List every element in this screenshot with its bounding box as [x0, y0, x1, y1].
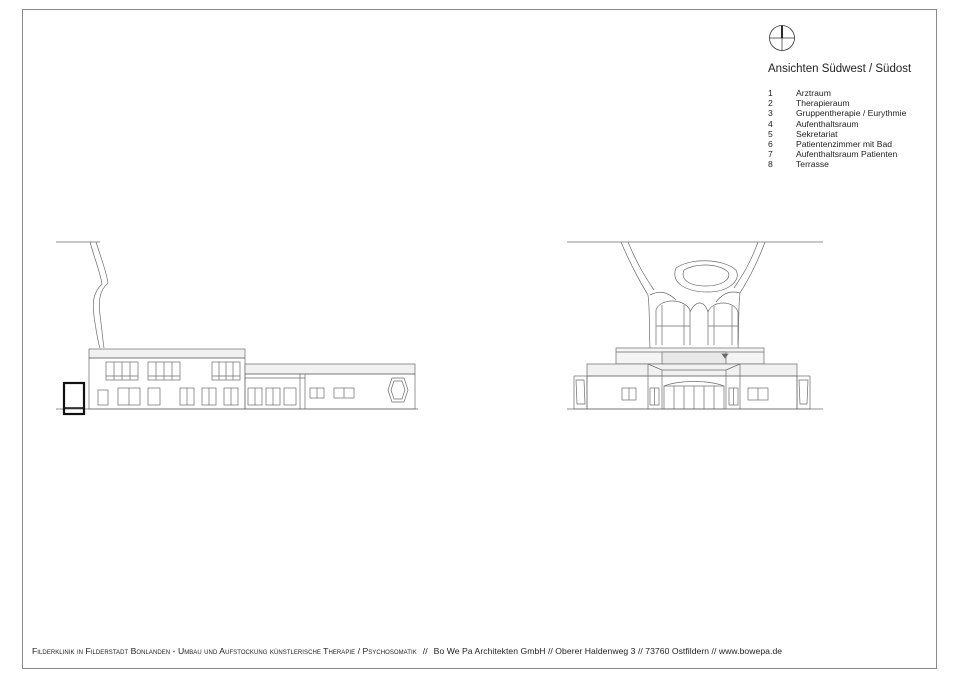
- elevation-southwest: [56, 242, 418, 414]
- legend-item: 3 Gruppentherapie / Eurythmie: [768, 108, 907, 119]
- elevation-southeast: [567, 242, 823, 409]
- project-title: Filderklinik in Filderstadt Bonlanden - Umbau und Aufstockung künstlerische Therapie / Psychosomatik: [32, 646, 417, 656]
- office-info: Bo We Pa Architekten GmbH // Oberer Haldenweg 3 // 73760 Ostfildern // www.bowepa.de: [433, 646, 783, 656]
- legend-item: 1 Arztraum: [768, 88, 831, 98]
- sheet-footer: [32, 646, 782, 656]
- footer-separator: //: [422, 646, 428, 656]
- legend-item: 2 Therapieraum: [768, 98, 850, 109]
- sheet-title: Ansichten Südwest / Südost: [768, 63, 912, 75]
- legend-item: 6 Patientenzimmer mit Bad: [768, 139, 892, 150]
- legend-item: 8 Terrasse: [768, 159, 829, 170]
- legend-item: 7 Aufenthaltsraum Patienten: [768, 149, 898, 160]
- legend-item: 4 Aufenthaltsraum: [768, 118, 859, 129]
- legend-item: 5 Sekretariat: [768, 128, 838, 139]
